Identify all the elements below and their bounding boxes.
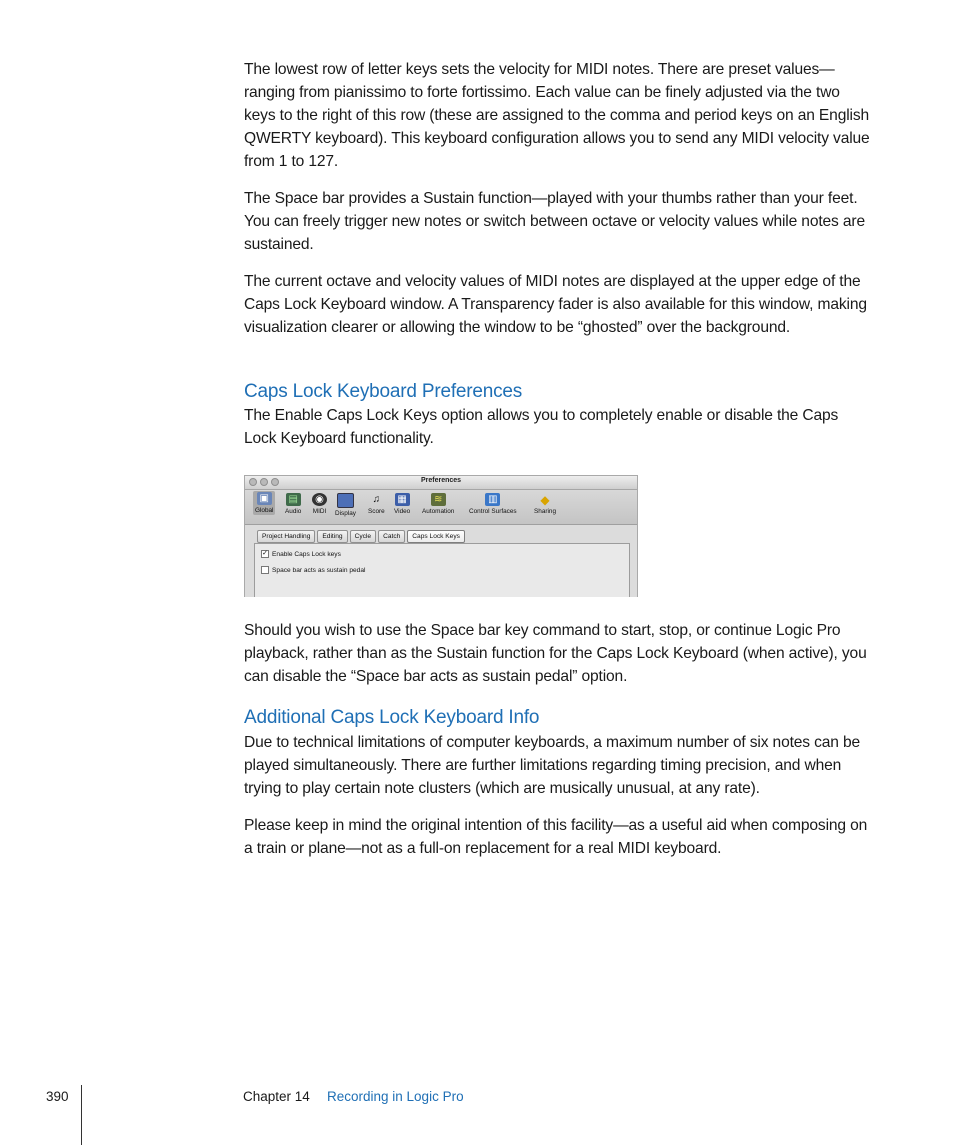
page-number: 390 (46, 1089, 69, 1104)
window-titlebar (245, 476, 637, 490)
tab-caps-lock-keys[interactable]: Caps Lock Keys (407, 530, 465, 543)
global-icon: ▣ (257, 492, 272, 505)
toolbar-video[interactable]: ▦ Video (394, 494, 411, 515)
space-bar-sustain-checkbox[interactable]: Space bar acts as sustain pedal (261, 566, 365, 574)
footer-divider (81, 1085, 82, 1145)
toolbar-sharing[interactable]: ◆ Sharing (534, 492, 557, 515)
midi-icon: ◉ (312, 493, 327, 506)
window-title: Preferences (420, 477, 462, 484)
enable-caps-lock-keys-checkbox[interactable]: ✓ Enable Caps Lock keys (262, 550, 341, 558)
preferences-window-screenshot (244, 475, 638, 597)
audio-icon: ▤ (286, 493, 301, 506)
body-paragraph: The Enable Caps Lock Keys option allows you to completely enable or disable the Caps Lock Keyboard functionality. (244, 407, 839, 447)
body-paragraph: Please keep in mind the original intention of this facility—as a useful aid when composing on a train or plane—not as a full-on replacement for a real MIDI keyboard. (244, 817, 868, 857)
section-heading: Additional Caps Lock Keyboard Info (244, 707, 540, 728)
section-heading: Caps Lock Keyboard Preferences (244, 381, 523, 402)
footer-chapter-title-link[interactable]: Recording in Logic Pro (327, 1089, 464, 1104)
caps-lock-keys-panel (254, 543, 630, 597)
toolbar-automation[interactable]: ≋ Automation (422, 494, 455, 515)
checkmark-icon: ✓ (262, 550, 268, 557)
display-icon (337, 493, 354, 508)
video-icon: ▦ (395, 493, 410, 506)
preferences-tabs (257, 530, 465, 543)
automation-icon: ≋ (431, 493, 446, 506)
toolbar-score[interactable]: ♫ Score (368, 494, 385, 515)
tab-editing[interactable]: Editing (317, 530, 347, 543)
tab-project-handling[interactable]: Project Handling (257, 530, 315, 543)
body-paragraph: The lowest row of letter keys sets the velocity for MIDI notes. There are preset values—ranging from pianissimo to forte fortissimo. Each value can be finely adjusted via the two keys to the right of this row (these are assigned to the comma and period keys on an English QWERTY keyboard). This keyboard configuration allows you to send any MIDI velocity value from 1 to 127. (244, 61, 870, 170)
body-paragraph: The Space bar provides a Sustain function—played with your thumbs rather than your feet. You can freely trigger new notes or switch between octave or velocity values while notes are sustained. (244, 190, 865, 253)
unchecked-box-icon (261, 566, 269, 574)
toolbar-control-surfaces[interactable]: ▥ Control Surfaces (469, 494, 517, 515)
toolbar-global[interactable]: ▣ Global (255, 493, 274, 514)
body-paragraph: The current octave and velocity values of MIDI notes are displayed at the upper edge of the Caps Lock Keyboard window. A Transparency fader is also available for this window, making visualization clearer or allowing the window to be “ghosted” over the background. (244, 273, 867, 336)
tab-cycle[interactable]: Cycle (350, 530, 377, 543)
preferences-toolbar (245, 490, 637, 525)
toolbar-midi[interactable]: ◉ MIDI (312, 494, 327, 515)
score-icon: ♫ (372, 494, 381, 505)
body-paragraph: Due to technical limitations of computer keyboards, a maximum number of six notes can be played simultaneously. There are further limitations regarding timing precision, and when trying to play certain note clusters (which are musically unusual, at any rate). (244, 734, 861, 797)
footer-chapter: Chapter 14 (243, 1089, 310, 1104)
body-paragraph: Should you wish to use the Space bar key command to start, stop, or continue Logic Pro playback, rather than as the Sustain function for the Caps Lock Keyboard (when active), you can disable the “Space bar acts as sustain pedal” option. (244, 622, 867, 685)
toolbar-display[interactable]: Display (335, 493, 356, 517)
control-surfaces-icon: ▥ (485, 493, 500, 506)
sharing-icon: ◆ (540, 492, 550, 507)
tab-catch[interactable]: Catch (378, 530, 405, 543)
toolbar-audio[interactable]: ▤ Audio (285, 494, 302, 515)
